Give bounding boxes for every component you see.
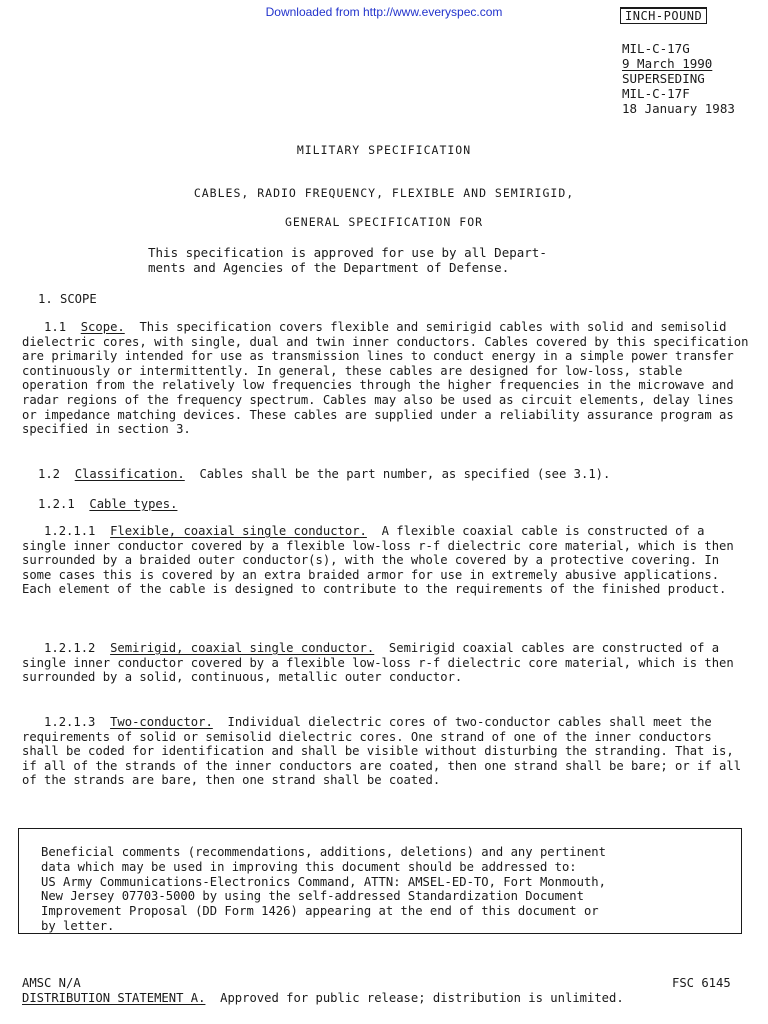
s1-2-1-1-text: A flexible coaxial cable is constructed of a single inner conductor covered by a flexible low-loss r-f dielectric core material, which is then surrounded by a braided outer conductor(s), with the whole covered by a protective covering. In some cases this is covered by an extra braided armor for use in extremely abusive applications. Each element of the cable is designed to contribute to the requirements of the finished product. bbox=[22, 524, 734, 597]
comments-line-4: New Jersey 07703-5000 by using the self-addressed Standardization Document bbox=[41, 889, 584, 904]
superseding-label: SUPERSEDING bbox=[622, 71, 705, 86]
comments-line-5: Improvement Proposal (DD Form 1426) appearing at the end of this document or bbox=[41, 904, 599, 919]
section-1-2-1 bbox=[38, 497, 177, 511]
superseded-date: 18 January 1983 bbox=[622, 101, 735, 116]
title-military-specification: MILITARY SPECIFICATION bbox=[296, 143, 472, 157]
inch-pound-label: INCH-POUND bbox=[620, 7, 707, 24]
comments-box bbox=[18, 828, 742, 934]
document-id-block bbox=[622, 41, 735, 116]
s1-2-1-3-text: Individual dielectric cores of two-conductor cables shall meet the requirements of solid or semisolid dielectric cores. One strand of one of the inner conductors shall be coded for identification and shall be visible without disturbing the stranding. That is, if all of the strands of the inner conductors are coated, then one strand shall be bare; or if all of the strands are bare, then one strand shall be coated. bbox=[22, 715, 742, 788]
s1-1-text: This specification covers flexible and semirigid cables with solid and semisolid dielectric cores, with single, dual and twin inner conductors. Cables covered by this specification are primarily intended for use as transmission lines to conduct energy in a simple power transfer continuously or intermittently. In general, these cables are designed for low-loss, stable operation from the relatively low frequencies through the higher frequencies in the microwave and radar regions of the frequency spectrum. Cables may also be used as circuit elements, delay lines or impedance matching devices. These cables are supplied under a reliability assurance program as specified in section 3. bbox=[22, 320, 749, 437]
amsc-label: AMSC N/A bbox=[22, 976, 81, 990]
approval-line-2: ments and Agencies of the Department of Defense. bbox=[148, 259, 510, 275]
title-general-spec: GENERAL SPECIFICATION FOR bbox=[284, 215, 484, 229]
distribution-label: DISTRIBUTION STATEMENT A. bbox=[22, 991, 206, 1005]
s1-2-1-2-title: Semirigid, coaxial single conductor. bbox=[110, 641, 375, 655]
spec-date: 9 March 1990 bbox=[622, 56, 713, 71]
comments-line-1: Beneficial comments (recommendations, additions, deletions) and any pertinent bbox=[41, 845, 606, 859]
section-1-2-1-1 bbox=[22, 524, 752, 597]
s1-2-1-1-number: 1.2.1.1 bbox=[44, 524, 96, 538]
approval-line-1: This specification is approved for use by all Depart- bbox=[148, 245, 547, 260]
scope-heading: 1. SCOPE bbox=[38, 292, 97, 306]
comments-line-6: by letter. bbox=[41, 918, 115, 933]
s1-2-1-2-text: Semirigid coaxial cables are constructed of a single inner conductor covered by a flexible low-loss r-f dielectric core material, which is then surrounded by a solid, continuous, metallic outer conductor. bbox=[22, 641, 734, 685]
distribution-statement bbox=[22, 991, 624, 1005]
s1-2-title: Classification. bbox=[74, 467, 185, 481]
download-link[interactable]: Downloaded from http://www.everyspec.com bbox=[265, 5, 503, 19]
comments-text bbox=[41, 845, 606, 934]
s1-2-1-2-number: 1.2.1.2 bbox=[44, 641, 96, 655]
comments-line-3: US Army Communications-Electronics Command, ATTN: AMSEL-ED-TO, Fort Monmouth, bbox=[41, 874, 606, 889]
s1-2-number: 1.2 bbox=[38, 467, 61, 481]
s1-2-1-1-title: Flexible, coaxial single conductor. bbox=[110, 524, 367, 538]
s1-2-1-number: 1.2.1 bbox=[38, 497, 75, 511]
fsc-label: FSC 6145 bbox=[672, 976, 731, 990]
s1-2-1-3-number: 1.2.1.3 bbox=[44, 715, 96, 729]
title-cables: CABLES, RADIO FREQUENCY, FLEXIBLE AND SEMIRIGID, bbox=[193, 186, 575, 200]
s1-1-number: 1.1 bbox=[44, 320, 67, 334]
s1-1-title: Scope. bbox=[80, 320, 125, 334]
section-1-2-1-2 bbox=[22, 641, 752, 685]
approval-statement bbox=[148, 246, 547, 275]
section-1-2 bbox=[38, 467, 610, 481]
superseded-spec: MIL-C-17F bbox=[622, 86, 690, 101]
distribution-text: Approved for public release; distribution is unlimited. bbox=[220, 991, 624, 1005]
section-1-1 bbox=[22, 320, 752, 437]
section-1-2-1-3 bbox=[22, 715, 752, 788]
spec-number: MIL-C-17G bbox=[622, 41, 690, 56]
s1-2-1-3-title: Two-conductor. bbox=[110, 715, 213, 729]
s1-2-1-title: Cable types. bbox=[89, 497, 178, 511]
comments-line-2: data which may be used in improving this document should be addressed to: bbox=[41, 859, 577, 874]
s1-2-text: Cables shall be the part number, as specified (see 3.1). bbox=[199, 467, 611, 481]
